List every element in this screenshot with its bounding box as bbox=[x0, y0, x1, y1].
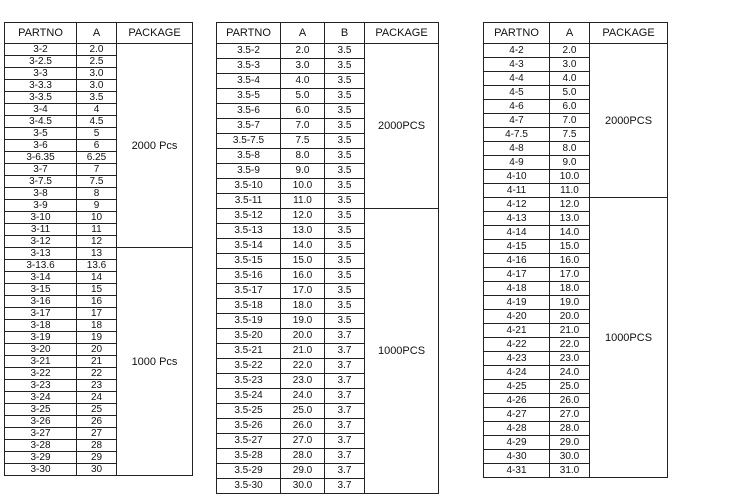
partno-cell: 3.5-15 bbox=[217, 254, 281, 269]
value-cell: 14.0 bbox=[281, 239, 325, 254]
value-cell: 19.0 bbox=[550, 296, 590, 310]
value-cell: 3.7 bbox=[325, 404, 365, 419]
value-cell: 18.0 bbox=[550, 282, 590, 296]
package-cell: 1000PCS bbox=[365, 209, 439, 494]
value-cell: 3.5 bbox=[325, 119, 365, 134]
value-cell: 24.0 bbox=[550, 366, 590, 380]
value-cell: 12.0 bbox=[281, 209, 325, 224]
column-header: PARTNO bbox=[217, 23, 281, 44]
value-cell: 23.0 bbox=[550, 352, 590, 366]
value-cell: 10.0 bbox=[281, 179, 325, 194]
partno-cell: 3.5-25 bbox=[217, 404, 281, 419]
value-cell: 4.0 bbox=[281, 74, 325, 89]
value-cell: 25.0 bbox=[281, 404, 325, 419]
value-cell: 3.7 bbox=[325, 329, 365, 344]
value-cell: 10 bbox=[77, 212, 117, 224]
value-cell: 3.5 bbox=[325, 284, 365, 299]
partno-cell: 3-26 bbox=[5, 416, 77, 428]
value-cell: 14.0 bbox=[550, 226, 590, 240]
partno-cell: 3-12 bbox=[5, 236, 77, 248]
value-cell: 3.7 bbox=[325, 434, 365, 449]
value-cell: 24 bbox=[77, 392, 117, 404]
value-cell: 3.5 bbox=[325, 239, 365, 254]
partno-cell: 4-5 bbox=[484, 86, 550, 100]
partno-cell: 4-26 bbox=[484, 394, 550, 408]
partno-cell: 3.5-27 bbox=[217, 434, 281, 449]
partno-cell: 3-13 bbox=[5, 248, 77, 260]
table-row bbox=[484, 198, 668, 212]
value-cell: 6.25 bbox=[77, 152, 117, 164]
value-cell: 11.0 bbox=[550, 184, 590, 198]
value-cell: 3.0 bbox=[550, 58, 590, 72]
column-header: PARTNO bbox=[5, 23, 77, 44]
column-header: A bbox=[550, 23, 590, 44]
partno-cell: 3-23 bbox=[5, 380, 77, 392]
column-header: PACKAGE bbox=[590, 23, 668, 44]
partno-cell: 3.5-7 bbox=[217, 119, 281, 134]
partno-cell: 3.5-5 bbox=[217, 89, 281, 104]
column-header: A bbox=[281, 23, 325, 44]
partno-cell: 3.5-9 bbox=[217, 164, 281, 179]
partno-cell: 3-30 bbox=[5, 464, 77, 476]
partno-cell: 3.5-21 bbox=[217, 344, 281, 359]
value-cell: 7.0 bbox=[550, 114, 590, 128]
partno-cell: 4-7 bbox=[484, 114, 550, 128]
partno-cell: 3-7.5 bbox=[5, 176, 77, 188]
partno-cell: 4-31 bbox=[484, 464, 550, 478]
partno-cell: 3-28 bbox=[5, 440, 77, 452]
partno-cell: 3-21 bbox=[5, 356, 77, 368]
partno-cell: 3-22 bbox=[5, 368, 77, 380]
value-cell: 3.0 bbox=[77, 80, 117, 92]
partno-cell: 3-7 bbox=[5, 164, 77, 176]
value-cell: 13 bbox=[77, 248, 117, 260]
partno-cell: 4-30 bbox=[484, 450, 550, 464]
value-cell: 3.7 bbox=[325, 464, 365, 479]
value-cell: 11.0 bbox=[281, 194, 325, 209]
value-cell: 3.5 bbox=[325, 164, 365, 179]
value-cell: 17.0 bbox=[281, 284, 325, 299]
partno-cell: 4-14 bbox=[484, 226, 550, 240]
value-cell: 3.7 bbox=[325, 389, 365, 404]
partno-cell: 3.5-24 bbox=[217, 389, 281, 404]
value-cell: 7.5 bbox=[77, 176, 117, 188]
package-cell: 2000PCS bbox=[590, 44, 668, 198]
partno-cell: 3.5-22 bbox=[217, 359, 281, 374]
value-cell: 17 bbox=[77, 308, 117, 320]
value-cell: 5.0 bbox=[281, 89, 325, 104]
value-cell: 30.0 bbox=[281, 479, 325, 494]
value-cell: 16.0 bbox=[550, 254, 590, 268]
value-cell: 3.5 bbox=[325, 194, 365, 209]
partno-cell: 3-4.5 bbox=[5, 116, 77, 128]
partno-cell: 3-17 bbox=[5, 308, 77, 320]
partno-cell: 3-9 bbox=[5, 200, 77, 212]
table-header-row bbox=[217, 23, 439, 44]
partno-cell: 4-24 bbox=[484, 366, 550, 380]
value-cell: 20.0 bbox=[550, 310, 590, 324]
value-cell: 22 bbox=[77, 368, 117, 380]
value-cell: 16.0 bbox=[281, 269, 325, 284]
partno-cell: 4-15 bbox=[484, 240, 550, 254]
value-cell: 2.0 bbox=[550, 44, 590, 58]
value-cell: 13.0 bbox=[550, 212, 590, 226]
value-cell: 3.7 bbox=[325, 359, 365, 374]
partno-cell: 4-10 bbox=[484, 170, 550, 184]
partno-cell: 3.5-2 bbox=[217, 44, 281, 59]
partno-cell: 3-20 bbox=[5, 344, 77, 356]
partno-cell: 3-2.5 bbox=[5, 56, 77, 68]
partno-cell: 3.5-4 bbox=[217, 74, 281, 89]
partno-cell: 3.5-10 bbox=[217, 179, 281, 194]
value-cell: 4.0 bbox=[550, 72, 590, 86]
partno-cell: 3-3.3 bbox=[5, 80, 77, 92]
value-cell: 24.0 bbox=[281, 389, 325, 404]
partno-cell: 3.5-14 bbox=[217, 239, 281, 254]
value-cell: 20.0 bbox=[281, 329, 325, 344]
value-cell: 5 bbox=[77, 128, 117, 140]
value-cell: 31.0 bbox=[550, 464, 590, 478]
value-cell: 6.0 bbox=[550, 100, 590, 114]
partno-cell: 3-5 bbox=[5, 128, 77, 140]
value-cell: 2.5 bbox=[77, 56, 117, 68]
partno-cell: 4-7.5 bbox=[484, 128, 550, 142]
partno-cell: 4-2 bbox=[484, 44, 550, 58]
column-header: A bbox=[77, 23, 117, 44]
partno-cell: 4-13 bbox=[484, 212, 550, 226]
value-cell: 3.5 bbox=[325, 269, 365, 284]
partno-cell: 3.5-6 bbox=[217, 104, 281, 119]
value-cell: 28.0 bbox=[550, 422, 590, 436]
partno-cell: 4-21 bbox=[484, 324, 550, 338]
value-cell: 25 bbox=[77, 404, 117, 416]
partno-cell: 4-4 bbox=[484, 72, 550, 86]
partno-cell: 3-25 bbox=[5, 404, 77, 416]
partno-cell: 3.5-19 bbox=[217, 314, 281, 329]
value-cell: 5.0 bbox=[550, 86, 590, 100]
value-cell: 12.0 bbox=[550, 198, 590, 212]
partno-cell: 3-10 bbox=[5, 212, 77, 224]
partno-cell: 4-25 bbox=[484, 380, 550, 394]
partno-cell: 3.5-23 bbox=[217, 374, 281, 389]
partno-cell: 4-3 bbox=[484, 58, 550, 72]
value-cell: 14 bbox=[77, 272, 117, 284]
partno-cell: 3-4 bbox=[5, 104, 77, 116]
value-cell: 4 bbox=[77, 104, 117, 116]
partno-cell: 4-29 bbox=[484, 436, 550, 450]
partno-cell: 3-11 bbox=[5, 224, 77, 236]
value-cell: 18 bbox=[77, 320, 117, 332]
partno-cell: 3.5-16 bbox=[217, 269, 281, 284]
value-cell: 3.5 bbox=[325, 104, 365, 119]
value-cell: 7.0 bbox=[281, 119, 325, 134]
value-cell: 19.0 bbox=[281, 314, 325, 329]
value-cell: 22.0 bbox=[281, 359, 325, 374]
value-cell: 26.0 bbox=[550, 394, 590, 408]
partno-cell: 3.5-8 bbox=[217, 149, 281, 164]
value-cell: 2.0 bbox=[281, 44, 325, 59]
table-row bbox=[5, 44, 193, 56]
partno-cell: 3.5-7.5 bbox=[217, 134, 281, 149]
value-cell: 13.6 bbox=[77, 260, 117, 272]
package-cell: 1000 Pcs bbox=[117, 248, 193, 476]
partno-cell: 3-19 bbox=[5, 332, 77, 344]
column-header: PARTNO bbox=[484, 23, 550, 44]
partno-cell: 4-17 bbox=[484, 268, 550, 282]
value-cell: 3.7 bbox=[325, 419, 365, 434]
parts-table-4 bbox=[483, 22, 668, 478]
value-cell: 3.5 bbox=[325, 314, 365, 329]
value-cell: 28 bbox=[77, 440, 117, 452]
value-cell: 3.7 bbox=[325, 449, 365, 464]
value-cell: 3.5 bbox=[325, 89, 365, 104]
column-header: PACKAGE bbox=[117, 23, 193, 44]
value-cell: 22.0 bbox=[550, 338, 590, 352]
value-cell: 3.5 bbox=[325, 59, 365, 74]
table-header-row bbox=[5, 23, 193, 44]
package-cell: 2000PCS bbox=[365, 44, 439, 209]
partno-cell: 4-28 bbox=[484, 422, 550, 436]
value-cell: 7.5 bbox=[550, 128, 590, 142]
value-cell: 8.0 bbox=[550, 142, 590, 156]
partno-cell: 4-22 bbox=[484, 338, 550, 352]
value-cell: 3.5 bbox=[77, 92, 117, 104]
value-cell: 13.0 bbox=[281, 224, 325, 239]
value-cell: 15.0 bbox=[550, 240, 590, 254]
value-cell: 3.7 bbox=[325, 344, 365, 359]
partno-cell: 4-27 bbox=[484, 408, 550, 422]
partno-cell: 3.5-13 bbox=[217, 224, 281, 239]
partno-cell: 3-6.35 bbox=[5, 152, 77, 164]
value-cell: 30 bbox=[77, 464, 117, 476]
value-cell: 19 bbox=[77, 332, 117, 344]
package-cell: 2000 Pcs bbox=[117, 44, 193, 248]
partno-cell: 4-8 bbox=[484, 142, 550, 156]
partno-cell: 4-20 bbox=[484, 310, 550, 324]
value-cell: 27 bbox=[77, 428, 117, 440]
value-cell: 23 bbox=[77, 380, 117, 392]
value-cell: 3.5 bbox=[325, 44, 365, 59]
value-cell: 12 bbox=[77, 236, 117, 248]
partno-cell: 4-16 bbox=[484, 254, 550, 268]
value-cell: 7 bbox=[77, 164, 117, 176]
value-cell: 4.5 bbox=[77, 116, 117, 128]
value-cell: 3.7 bbox=[325, 479, 365, 494]
partno-cell: 4-18 bbox=[484, 282, 550, 296]
value-cell: 8.0 bbox=[281, 149, 325, 164]
value-cell: 3.5 bbox=[325, 254, 365, 269]
value-cell: 3.0 bbox=[77, 68, 117, 80]
value-cell: 7.5 bbox=[281, 134, 325, 149]
value-cell: 29.0 bbox=[281, 464, 325, 479]
value-cell: 28.0 bbox=[281, 449, 325, 464]
value-cell: 3.5 bbox=[325, 299, 365, 314]
partno-cell: 3-29 bbox=[5, 452, 77, 464]
table-header-row bbox=[484, 23, 668, 44]
partno-cell: 4-6 bbox=[484, 100, 550, 114]
partno-cell: 3-8 bbox=[5, 188, 77, 200]
value-cell: 3.5 bbox=[325, 209, 365, 224]
table-row bbox=[217, 44, 439, 59]
parts-table-3 bbox=[4, 22, 193, 476]
partno-cell: 3-13.6 bbox=[5, 260, 77, 272]
partno-cell: 3.5-11 bbox=[217, 194, 281, 209]
value-cell: 3.5 bbox=[325, 224, 365, 239]
partno-cell: 3.5-12 bbox=[217, 209, 281, 224]
partno-cell: 4-11 bbox=[484, 184, 550, 198]
value-cell: 15.0 bbox=[281, 254, 325, 269]
value-cell: 15 bbox=[77, 284, 117, 296]
partno-cell: 4-9 bbox=[484, 156, 550, 170]
partno-cell: 3.5-18 bbox=[217, 299, 281, 314]
partno-cell: 3-3.5 bbox=[5, 92, 77, 104]
partno-cell: 3.5-3 bbox=[217, 59, 281, 74]
column-header: B bbox=[325, 23, 365, 44]
value-cell: 9 bbox=[77, 200, 117, 212]
partno-cell: 3-27 bbox=[5, 428, 77, 440]
partno-cell: 3-3 bbox=[5, 68, 77, 80]
value-cell: 23.0 bbox=[281, 374, 325, 389]
value-cell: 27.0 bbox=[281, 434, 325, 449]
partno-cell: 3.5-17 bbox=[217, 284, 281, 299]
partno-cell: 4-12 bbox=[484, 198, 550, 212]
value-cell: 9.0 bbox=[281, 164, 325, 179]
partno-cell: 3-24 bbox=[5, 392, 77, 404]
partno-cell: 3-2 bbox=[5, 44, 77, 56]
value-cell: 25.0 bbox=[550, 380, 590, 394]
value-cell: 6 bbox=[77, 140, 117, 152]
value-cell: 6.0 bbox=[281, 104, 325, 119]
value-cell: 29.0 bbox=[550, 436, 590, 450]
value-cell: 17.0 bbox=[550, 268, 590, 282]
value-cell: 16 bbox=[77, 296, 117, 308]
partno-cell: 3-14 bbox=[5, 272, 77, 284]
value-cell: 8 bbox=[77, 188, 117, 200]
value-cell: 27.0 bbox=[550, 408, 590, 422]
value-cell: 30.0 bbox=[550, 450, 590, 464]
value-cell: 3.5 bbox=[325, 179, 365, 194]
value-cell: 3.7 bbox=[325, 374, 365, 389]
value-cell: 26.0 bbox=[281, 419, 325, 434]
partno-cell: 3.5-26 bbox=[217, 419, 281, 434]
value-cell: 20 bbox=[77, 344, 117, 356]
table-row bbox=[5, 248, 193, 260]
value-cell: 3.5 bbox=[325, 74, 365, 89]
value-cell: 3.5 bbox=[325, 149, 365, 164]
partno-cell: 3.5-30 bbox=[217, 479, 281, 494]
parts-table-3-5 bbox=[216, 22, 439, 494]
table-row bbox=[484, 44, 668, 58]
partno-cell: 4-23 bbox=[484, 352, 550, 366]
partno-cell: 3-16 bbox=[5, 296, 77, 308]
partno-cell: 3.5-28 bbox=[217, 449, 281, 464]
value-cell: 21.0 bbox=[550, 324, 590, 338]
partno-cell: 3-18 bbox=[5, 320, 77, 332]
partno-cell: 4-19 bbox=[484, 296, 550, 310]
value-cell: 11 bbox=[77, 224, 117, 236]
table-row bbox=[217, 209, 439, 224]
value-cell: 3.5 bbox=[325, 134, 365, 149]
value-cell: 2.0 bbox=[77, 44, 117, 56]
partno-cell: 3.5-29 bbox=[217, 464, 281, 479]
package-cell: 1000PCS bbox=[590, 198, 668, 478]
value-cell: 21.0 bbox=[281, 344, 325, 359]
partno-cell: 3.5-20 bbox=[217, 329, 281, 344]
value-cell: 29 bbox=[77, 452, 117, 464]
value-cell: 9.0 bbox=[550, 156, 590, 170]
value-cell: 18.0 bbox=[281, 299, 325, 314]
value-cell: 10.0 bbox=[550, 170, 590, 184]
value-cell: 26 bbox=[77, 416, 117, 428]
value-cell: 3.0 bbox=[281, 59, 325, 74]
value-cell: 21 bbox=[77, 356, 117, 368]
partno-cell: 3-6 bbox=[5, 140, 77, 152]
partno-cell: 3-15 bbox=[5, 284, 77, 296]
column-header: PACKAGE bbox=[365, 23, 439, 44]
